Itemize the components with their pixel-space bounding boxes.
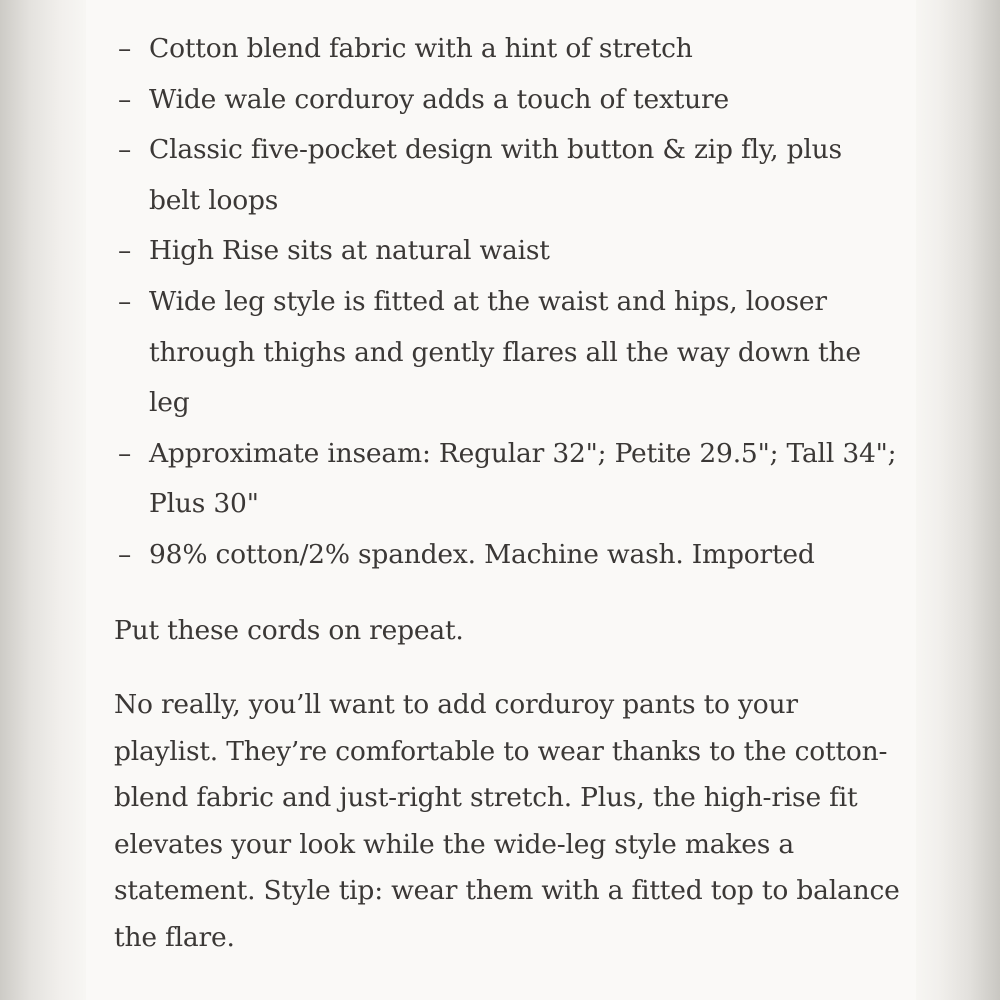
feature-item (118, 429, 898, 530)
feature-list (118, 24, 898, 581)
dash-bullet: – (118, 285, 132, 317)
feature-text: Approximate inseam: Regular 32"; Petite 29.5"; Tall 34"; Plus 30" (149, 437, 897, 520)
feature-item (118, 226, 898, 277)
feature-item (118, 530, 898, 581)
dash-bullet: – (118, 83, 132, 115)
dash-bullet: – (118, 538, 132, 570)
feature-item (118, 125, 898, 226)
feature-text: Classic five-pocket design with button & zip fly, plus belt loops (149, 134, 842, 216)
feature-text: High Rise sits at natural waist (149, 235, 550, 267)
feature-text: 98% cotton/2% spandex. Machine wash. Imported (149, 538, 815, 570)
dash-bullet: – (118, 134, 132, 166)
product-description: No really, you’ll want to add corduroy pants to your playlist. They’re comfortable to wear thanks to the cotton-blend fabric and just-right stretch. Plus, the high-rise fit elevates your look while the wide-leg style makes a statement. Style tip: wear them with a fitted top to balance the flare. (114, 689, 900, 953)
dash-bullet: – (118, 437, 132, 469)
feature-text: Cotton blend fabric with a hint of stretch (149, 33, 693, 64)
feature-item (118, 24, 898, 75)
tagline: Put these cords on repeat. (114, 615, 464, 646)
feature-item (118, 75, 898, 126)
feature-text: Wide leg style is fitted at the waist and hips, looser through thighs and gently flares all the way down the leg (149, 285, 861, 419)
dash-bullet: – (118, 235, 132, 267)
dash-bullet: – (118, 33, 132, 64)
feature-item (118, 277, 898, 429)
feature-text: Wide wale corduroy adds a touch of texture (149, 83, 729, 115)
